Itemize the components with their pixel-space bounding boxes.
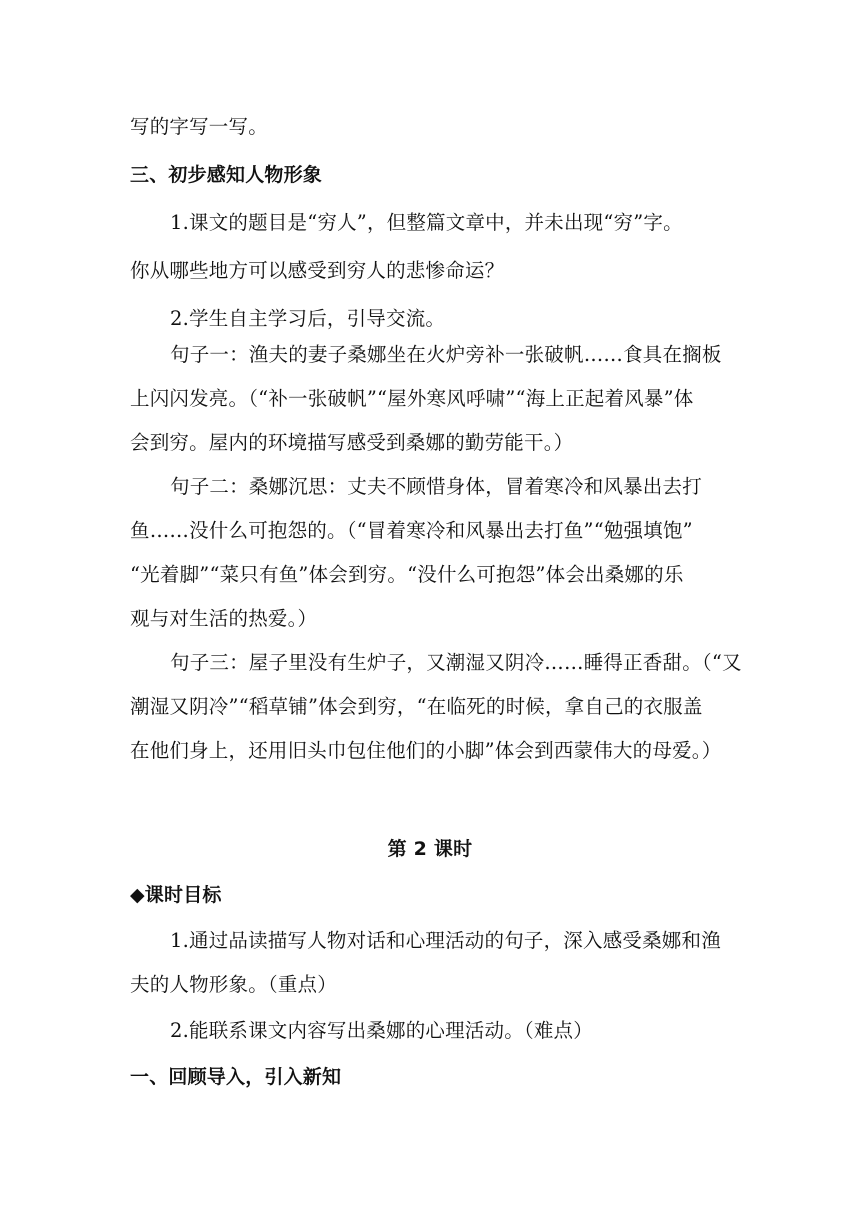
paragraph-line: “光着脚”“菜只有鱼”体会到穷。“没什么可抱怨”体会出桑娜的乐: [130, 563, 684, 586]
paragraph-line: 句子二：桑娜沉思：丈夫不顾惜身体，冒着寒冷和风暴出去打: [170, 475, 702, 498]
paragraph-line: 你从哪些地方可以感受到穷人的悲惨命运？: [130, 259, 505, 282]
section-heading-3: 三、初步感知人物形象: [130, 164, 323, 186]
paragraph-line: 句子三：屋子里没有生炉子，又潮湿又阴冷……睡得正香甜。（“又: [170, 651, 742, 674]
paragraph-line: 1.课文的题目是“穷人”，但整篇文章中，并未出现“穷”字。: [170, 211, 683, 234]
paragraph-line: 句子一：渔夫的妻子桑娜坐在火炉旁补一张破帆……食具在搁板: [170, 343, 722, 366]
paragraph-line: 1.通过品读描写人物对话和心理活动的句子，深入感受桑娜和渔: [170, 929, 721, 952]
text-line-continuation: 写的字写一写。: [130, 115, 268, 138]
paragraph-line: 上闪闪发亮。（“补一张破帆”“屋外寒风呼啸”“海上正起着风暴”体: [130, 387, 694, 410]
paragraph-line: 会到穷。屋内的环境描写感受到桑娜的勤劳能干。）: [130, 431, 574, 454]
paragraph-line: 鱼……没什么可抱怨的。（“冒着寒冷和风暴出去打鱼”“勉强填饱”: [130, 519, 693, 542]
paragraph-line: 夫的人物形象。（重点）: [130, 973, 337, 996]
lesson-title: 第 2 课时: [387, 838, 473, 860]
paragraph-line: 2.能联系课文内容写出桑娜的心理活动。（难点）: [170, 1019, 593, 1042]
paragraph-line: 观与对生活的热爱。）: [130, 607, 318, 630]
paragraph-line: 潮湿又阴冷”“稻草铺”体会到穷，“在临死的时候，拿自己的衣服盖: [130, 695, 703, 718]
lesson-goals-heading: ◆课时目标: [130, 884, 222, 906]
section-heading-1: 一、回顾导入，引入新知: [130, 1066, 342, 1088]
paragraph-line: 2.学生自主学习后，引导交流。: [170, 307, 446, 330]
paragraph-line: 在他们身上，还用旧头巾包住他们的小脚”体会到西蒙伟大的母爱。）: [130, 739, 722, 762]
